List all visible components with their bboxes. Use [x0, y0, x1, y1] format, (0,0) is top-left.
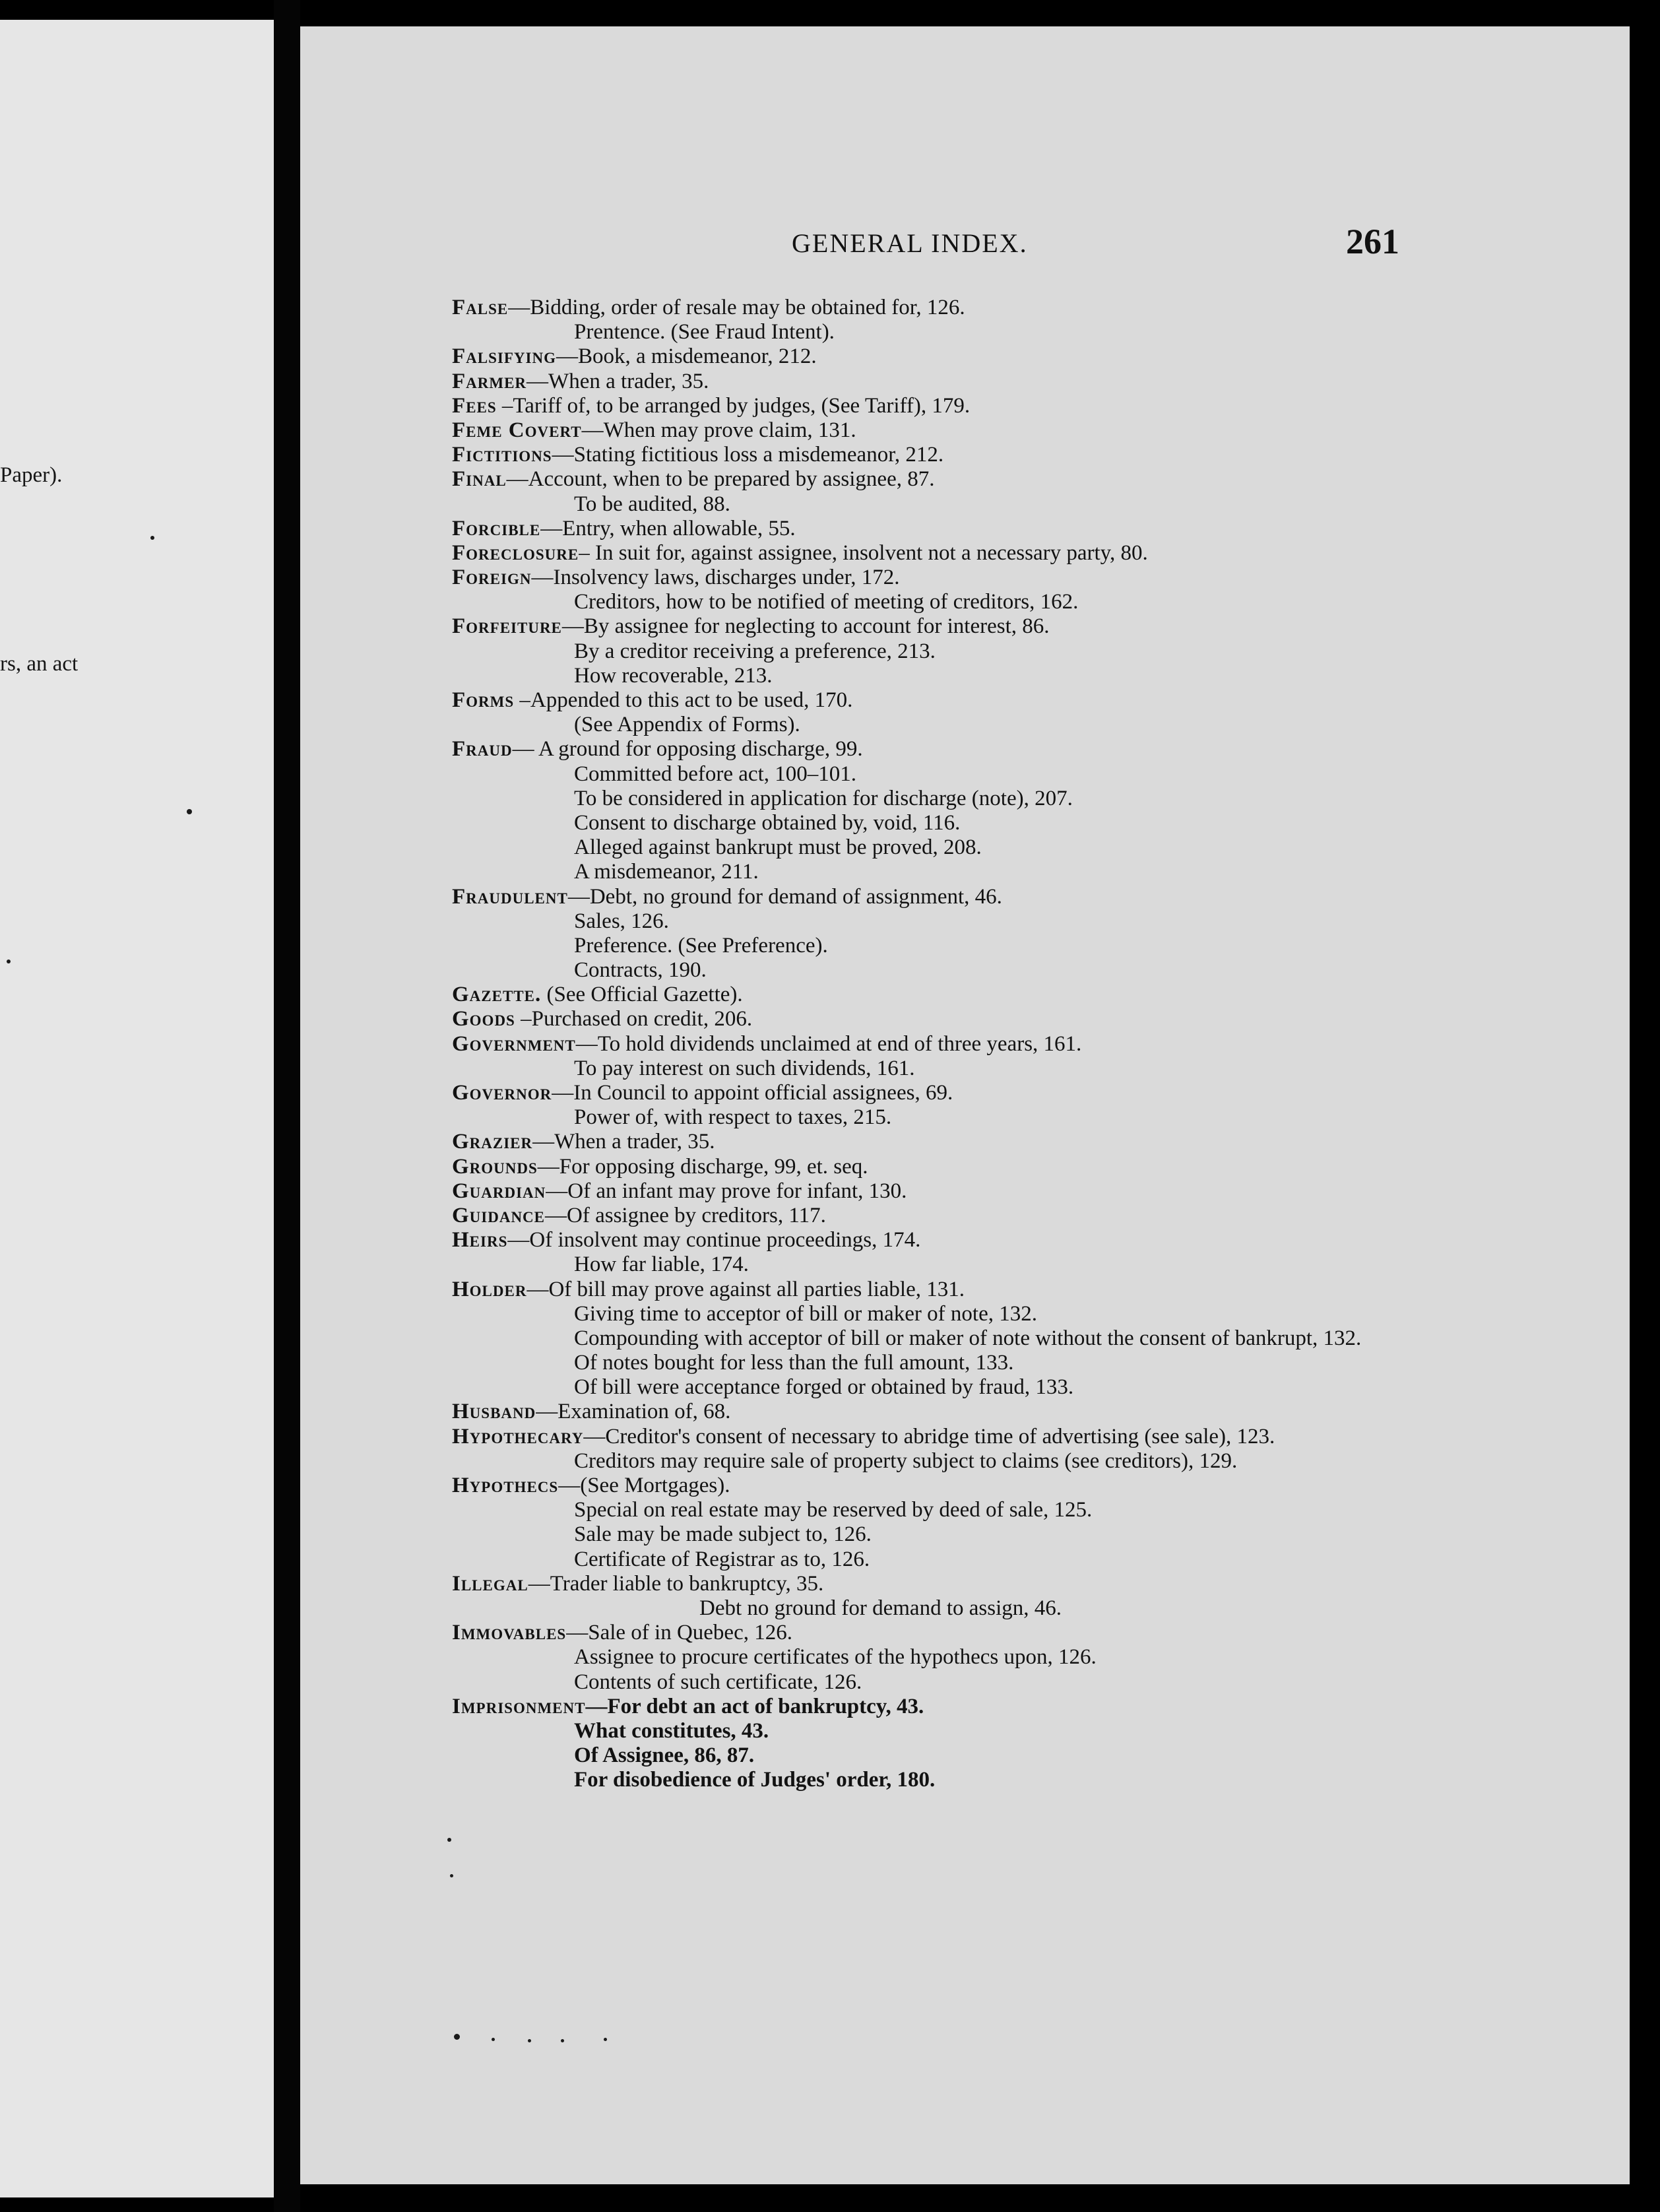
index-subentry	[452, 909, 1422, 934]
index-entry	[452, 885, 1422, 909]
index-subentry	[452, 1252, 1422, 1277]
index-entry	[452, 1228, 1422, 1252]
index-subentry	[452, 1768, 1422, 1792]
index-heading: Holder	[452, 1277, 527, 1301]
index-text: For disobedience of Judges' order, 180.	[574, 1768, 936, 1792]
index-subentry	[452, 1522, 1422, 1547]
index-subentry	[452, 787, 1422, 811]
facing-page-fragment: Paper).	[0, 463, 63, 487]
index-heading: Hypothecs	[452, 1474, 559, 1498]
index-subentry	[452, 492, 1422, 517]
index-heading: Forms	[452, 688, 515, 712]
index-text: —Insolvency laws, discharges under, 172.	[531, 566, 900, 590]
index-text: Compounding with acceptor of bill or maker of note without the consent of bankrupt, 132.	[574, 1326, 1362, 1350]
index-subentry	[452, 1449, 1422, 1474]
index-heading: Immovables	[452, 1621, 567, 1645]
index-subentry	[452, 762, 1422, 787]
ink-speck	[7, 960, 11, 963]
index-entry	[452, 1179, 1422, 1204]
index-text: –Tariff of, to be arranged by judges, (See Tariff), 179.	[496, 393, 971, 418]
index-heading: Imprisonment	[452, 1694, 586, 1718]
index-heading: Heirs	[452, 1228, 508, 1252]
index-heading: Foreign	[452, 566, 532, 590]
ink-speck	[604, 2038, 607, 2041]
index-text: Power of, with respect to taxes, 215.	[574, 1105, 892, 1130]
index-heading: Falsifying	[452, 344, 556, 369]
index-text: Sales, 126.	[574, 909, 669, 933]
index-text: How recoverable, 213.	[574, 663, 773, 688]
index-entry	[452, 370, 1422, 394]
ink-speck	[528, 2039, 531, 2042]
index-heading: Government	[452, 1031, 576, 1056]
index-heading: Fees	[452, 393, 497, 418]
index-subentry	[452, 811, 1422, 835]
index-text: Creditors, how to be notified of meeting of creditors, 162.	[574, 590, 1079, 614]
index-text: —When a trader, 35.	[527, 369, 709, 393]
index-text: Sale may be made subject to, 126.	[574, 1522, 872, 1547]
index-heading: Gazette.	[452, 983, 542, 1007]
ink-speck	[454, 2034, 460, 2040]
index-heading: Husband	[452, 1400, 536, 1424]
index-entry	[452, 1204, 1422, 1228]
index-text: Alleged against bankrupt must be proved, 208.	[574, 835, 982, 860]
index-entry	[452, 614, 1422, 639]
index-text: Preference. (See Preference).	[574, 933, 828, 958]
index-text: —For opposing discharge, 99, et. seq.	[537, 1154, 868, 1179]
index-text: By a creditor receiving a preference, 213.	[574, 639, 936, 663]
ink-speck	[187, 809, 192, 814]
index-subentry	[452, 1302, 1422, 1326]
index-subentry	[452, 1719, 1422, 1743]
index-entry	[452, 517, 1422, 541]
index-subentry	[452, 1498, 1422, 1522]
index-entry	[452, 394, 1422, 418]
index-heading: Guardian	[452, 1179, 546, 1203]
index-entry	[452, 344, 1422, 369]
index-text: —When may prove claim, 131.	[581, 418, 856, 442]
index-heading: Grazier	[452, 1130, 533, 1154]
facing-page	[0, 20, 274, 2197]
index-text: —Of assignee by creditors, 117.	[545, 1203, 826, 1227]
index-subentry	[452, 835, 1422, 860]
index-subentry	[452, 639, 1422, 664]
index-text: Of bill were acceptance forged or obtained by fraud, 133.	[574, 1375, 1074, 1400]
index-heading: Governor	[452, 1081, 552, 1105]
index-text: —Entry, when allowable, 55.	[540, 516, 796, 540]
index-text: —Sale of in Quebec, 126.	[566, 1621, 792, 1645]
index-subentry	[452, 1645, 1422, 1670]
index-text: –Appended to this act to be used, 170.	[514, 688, 853, 712]
index-text: —Of insolvent may continue proceedings, 174.	[507, 1228, 921, 1252]
index-text: —Creditor's consent of necessary to abridge time of advertising (see sale), 123.	[583, 1424, 1275, 1448]
index-entry	[452, 1621, 1422, 1645]
index-text: —To hold dividends unclaimed at end of three years, 161.	[575, 1031, 1082, 1056]
page-number: 261	[1346, 222, 1399, 261]
index-text: A misdemeanor, 211.	[574, 860, 759, 884]
index-entry	[452, 1278, 1422, 1302]
index-heading: Fraud	[452, 737, 513, 762]
index-text: —Bidding, order of resale may be obtained for, 126.	[508, 296, 965, 319]
facing-page-fragment: rs, an act	[0, 652, 79, 676]
index-subentry	[452, 934, 1422, 958]
index-text: Of Assignee, 86, 87.	[574, 1743, 755, 1768]
index-heading: Feme Covert	[452, 418, 582, 442]
index-subentry	[452, 1375, 1422, 1400]
index-subentry	[452, 1547, 1422, 1572]
index-heading: Forcible	[452, 516, 541, 540]
index-subentry	[452, 1743, 1422, 1768]
index-heading: Illegal	[452, 1571, 528, 1596]
index-subentry	[452, 664, 1422, 688]
index-subentry	[452, 590, 1422, 614]
index-heading: Hypothecary	[452, 1424, 584, 1448]
index-text: Creditors may require sale of property subject to claims (see creditors), 129.	[574, 1448, 1238, 1473]
ink-speck	[450, 1874, 453, 1877]
index-entry	[452, 1572, 1422, 1596]
index-text: Of notes bought for less than the full amount, 133.	[574, 1351, 1014, 1375]
index-text: To be audited, 88.	[574, 492, 730, 516]
index-text: Certificate of Registrar as to, 126.	[574, 1547, 870, 1571]
index-subentry	[452, 1326, 1422, 1351]
index-text: What constitutes, 43.	[574, 1718, 769, 1743]
index-entry	[452, 1400, 1422, 1424]
index-subentry	[452, 1596, 1422, 1621]
index-entry	[452, 418, 1422, 443]
index-heading: Goods	[452, 1007, 515, 1031]
index-subentry	[452, 320, 1422, 344]
index-subentry	[452, 1057, 1422, 1081]
index-text: Giving time to acceptor of bill or maker of note, 132.	[574, 1301, 1037, 1326]
index-text: Assignee to procure certificates of the hypothecs upon, 126.	[574, 1645, 1097, 1670]
index-text: (See Appendix of Forms).	[574, 713, 800, 737]
index-entry	[452, 1155, 1422, 1179]
index-entry	[452, 688, 1422, 713]
index-entry	[452, 541, 1422, 566]
index-entry	[452, 296, 1422, 320]
index-heading: Forfeiture	[452, 614, 562, 639]
index-heading: Fictitions	[452, 443, 552, 467]
index-heading: Fraudulent	[452, 884, 568, 909]
index-entry	[452, 1695, 1422, 1719]
index-text: — A ground for opposing discharge, 99.	[512, 737, 863, 762]
index-heading: Final	[452, 467, 507, 492]
index-entry	[452, 1474, 1422, 1498]
index-text: —Stating fictitious loss a misdemeanor, 212.	[552, 443, 944, 467]
index-text: —In Council to appoint official assignees, 69.	[552, 1081, 953, 1105]
index-text: —Trader liable to bankruptcy, 35.	[528, 1571, 824, 1596]
index-entry	[452, 1007, 1422, 1031]
index-heading: Guidance	[452, 1203, 546, 1227]
index-subentry	[452, 1351, 1422, 1375]
index-heading: Foreclosure	[452, 540, 579, 565]
index-subentry	[452, 860, 1422, 884]
index-entry	[452, 983, 1422, 1007]
index-subentry	[452, 1105, 1422, 1130]
index-text: To pay interest on such dividends, 161.	[574, 1056, 915, 1080]
index-heading: Grounds	[452, 1154, 538, 1179]
index-entry	[452, 1032, 1422, 1057]
index-subentry	[452, 713, 1422, 737]
index-text: —For debt an act of bankruptcy, 43.	[585, 1694, 924, 1718]
index-text: Committed before act, 100–101.	[574, 762, 856, 786]
index-entry	[452, 1081, 1422, 1105]
index-entry	[452, 737, 1422, 762]
index-text: Prentence. (See Fraud Intent).	[574, 320, 835, 344]
index-subentry	[452, 1670, 1422, 1695]
book-gutter	[274, 0, 300, 2212]
index-text: To be considered in application for discharge (note), 207.	[574, 786, 1073, 810]
index-entry	[452, 467, 1422, 492]
index-text: —When a trader, 35.	[532, 1130, 715, 1154]
index-text: —Debt, no ground for demand of assignment, 46.	[567, 884, 1002, 909]
index-text: —Examination of, 68.	[536, 1400, 731, 1424]
index-text: —By assignee for neglecting to account for interest, 86.	[561, 614, 1050, 639]
index-text: Special on real estate may be reserved by deed of sale, 125.	[574, 1498, 1093, 1522]
index-text: Debt no ground for demand to assign, 46.	[699, 1596, 1062, 1620]
index-subentry	[452, 958, 1422, 983]
index-heading: False	[452, 296, 509, 319]
ink-speck	[447, 1838, 451, 1842]
index-heading: Farmer	[452, 369, 527, 393]
index-entry	[452, 1130, 1422, 1154]
index-entry	[452, 443, 1422, 467]
index-entry	[452, 566, 1422, 590]
running-header: GENERAL INDEX.	[792, 228, 1028, 258]
index-text: Consent to discharge obtained by, void, 116.	[574, 810, 961, 835]
ink-speck	[561, 2039, 564, 2042]
index-text: —Book, a misdemeanor, 212.	[556, 344, 817, 369]
index-text: —Of an infant may prove for infant, 130.	[546, 1179, 907, 1203]
index-text: Contents of such certificate, 126.	[574, 1670, 862, 1694]
ink-speck	[492, 2038, 495, 2041]
index-text: –Purchased on credit, 206.	[515, 1007, 753, 1031]
index-text: (See Official Gazette).	[541, 983, 743, 1007]
index-entries	[452, 296, 1422, 1792]
ink-speck	[150, 536, 154, 540]
index-text: —Of bill may prove against all parties liable, 131.	[527, 1277, 965, 1301]
index-text: – In suit for, against assignee, insolvent not a necessary party, 80.	[579, 540, 1148, 565]
page-edge	[1630, 0, 1660, 2212]
index-entry	[452, 1425, 1422, 1449]
index-text: How far liable, 174.	[574, 1252, 749, 1277]
index-text: —Account, when to be prepared by assignee, 87.	[506, 467, 935, 492]
index-text: —(See Mortgages).	[558, 1474, 730, 1498]
index-text: Contracts, 190.	[574, 958, 707, 983]
